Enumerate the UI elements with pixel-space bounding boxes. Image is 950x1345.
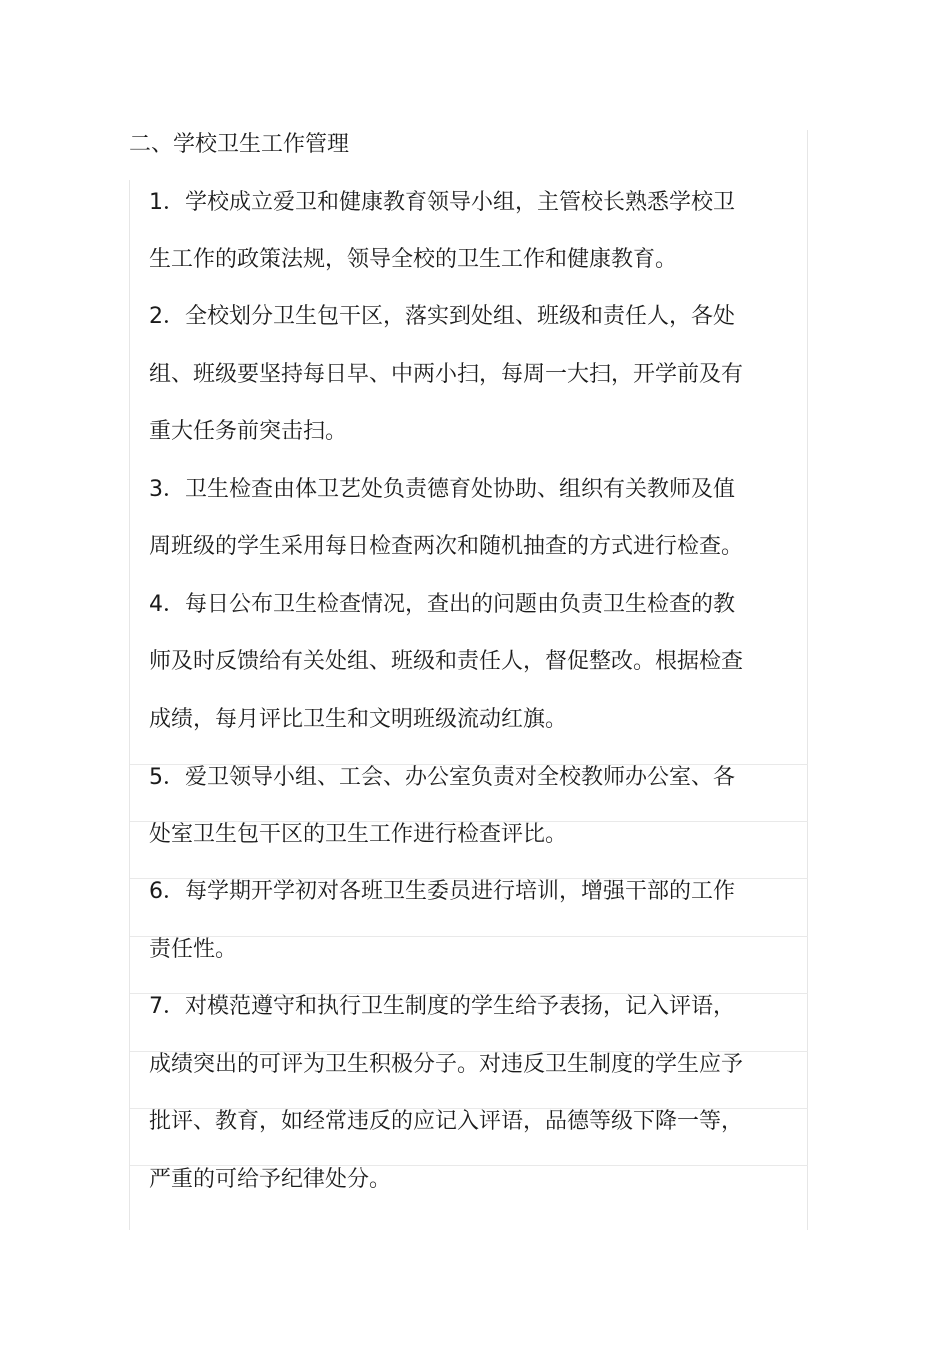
paragraph-line: 批评、教育，如经常违反的应记入评语，品德等级下降一等， [149, 1109, 744, 1134]
paragraph-line: 成绩，每月评比卫生和文明班级流动红旗。 [149, 707, 568, 732]
paragraph-line: 周班级的学生采用每日检查两次和随机抽查的方式进行检查。 [149, 534, 744, 559]
paragraph-line: 师及时反馈给有关处组、班级和责任人，督促整改。根据检查 [149, 649, 744, 674]
paragraph-line: 5．爱卫领导小组、工会、办公室负责对全校教师办公室、各 [149, 765, 735, 790]
paragraph-line: 4．每日公布卫生检查情况，查出的问题由负责卫生检查的教 [149, 592, 735, 617]
paragraph-line: 3．卫生检查由体卫艺处负责德育处协助、组织有关教师及值 [149, 477, 735, 502]
paragraph-line: 成绩突出的可评为卫生积极分子。对违反卫生制度的学生应予 [149, 1052, 744, 1077]
paragraph-line: 严重的可给予纪律处分。 [149, 1167, 392, 1192]
paragraph-line: 重大任务前突击扫。 [149, 419, 348, 444]
paragraph-line: 生工作的政策法规，领导全校的卫生工作和健康教育。 [149, 247, 678, 272]
right-margin-rule [807, 130, 808, 1230]
paragraph-line: 2．全校划分卫生包干区，落实到处组、班级和责任人，各处 [149, 304, 735, 329]
paragraph-line: 组、班级要坚持每日早、中两小扫，每周一大扫，开学前及有 [149, 362, 744, 387]
paragraph-line: 处室卫生包干区的卫生工作进行检查评比。 [149, 822, 568, 847]
paragraph-line: 责任性。 [149, 937, 238, 962]
paragraph-line: 6．每学期开学初对各班卫生委员进行培训，增强干部的工作 [149, 879, 735, 904]
paragraph-line: 1．学校成立爱卫和健康教育领导小组，主管校长熟悉学校卫 [149, 190, 735, 215]
left-margin-rule [129, 180, 130, 1230]
section-heading: 二、学校卫生工作管理 [129, 132, 350, 157]
paragraph-line: 7．对模范遵守和执行卫生制度的学生给予表扬，记入评语， [149, 994, 735, 1019]
